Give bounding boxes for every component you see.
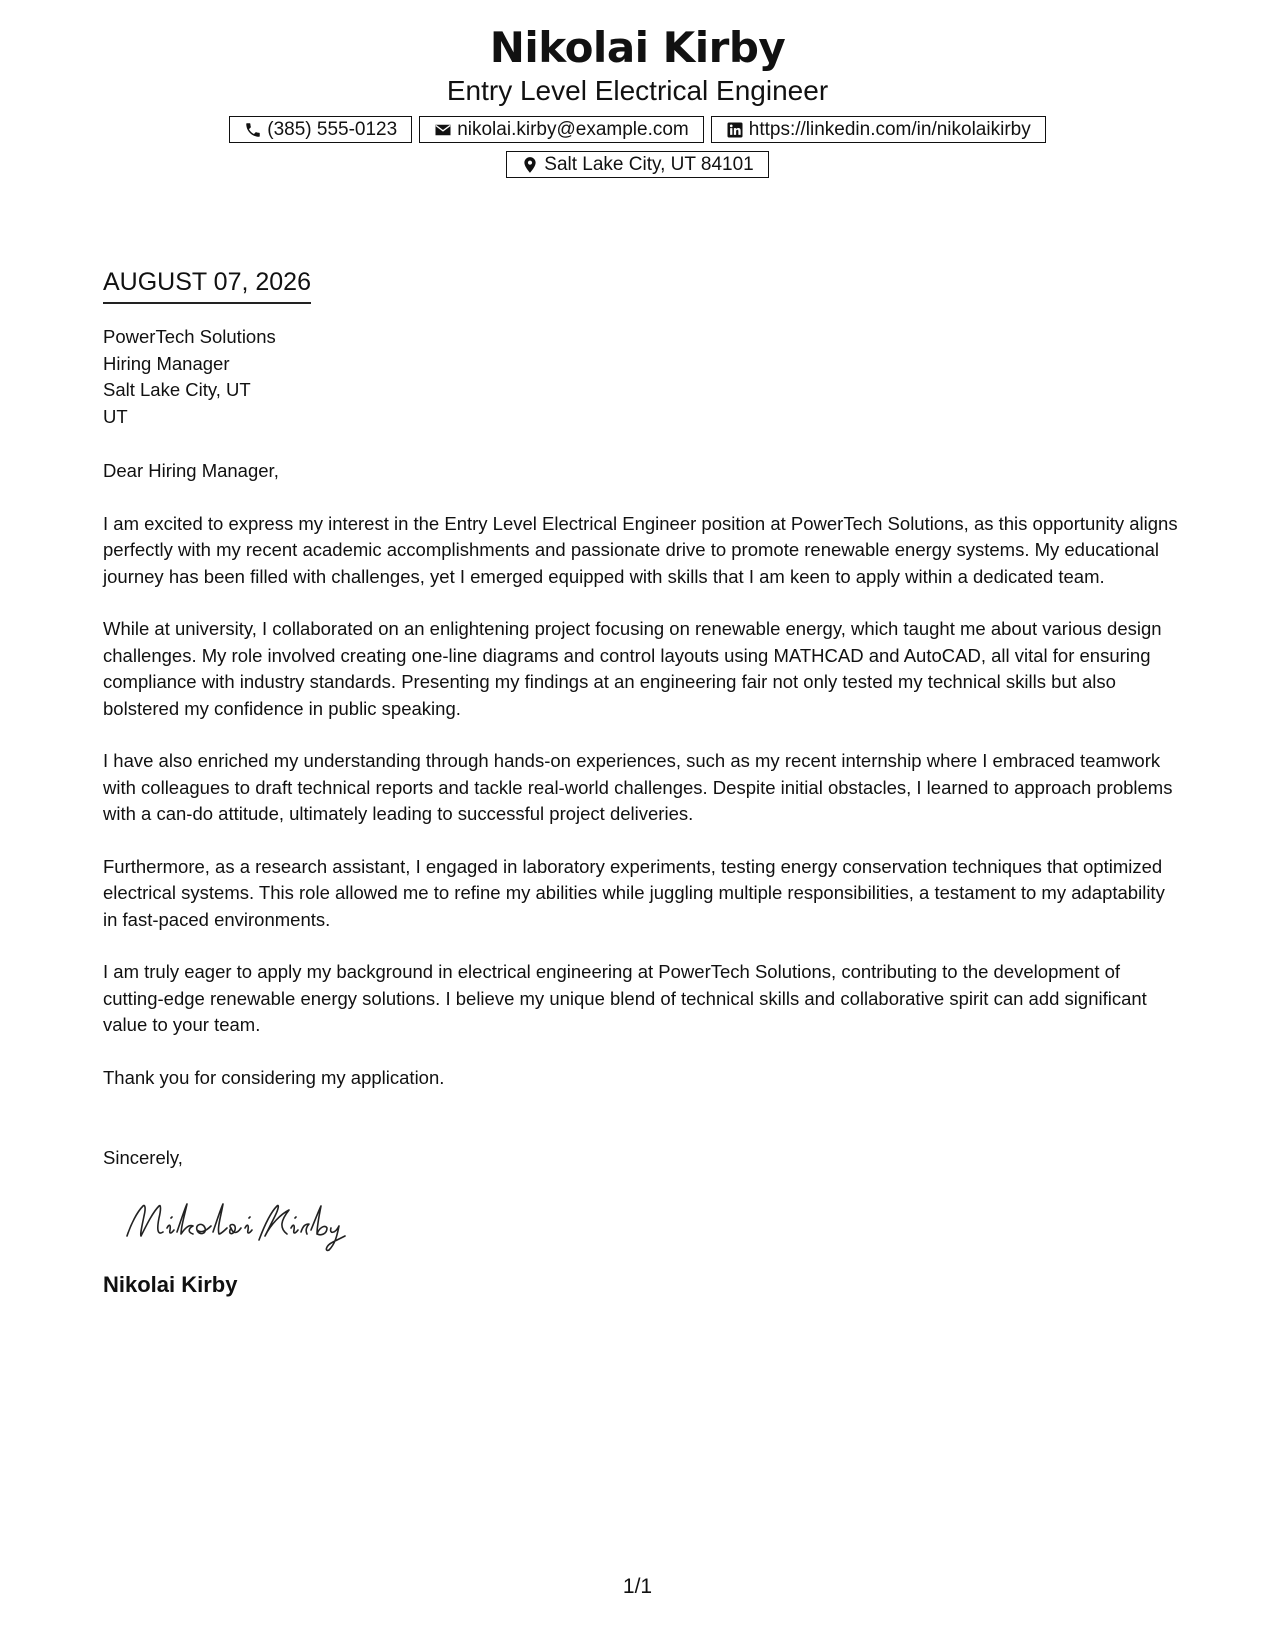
signer-name: Nikolai Kirby xyxy=(103,1271,238,1297)
contact-linkedin[interactable] xyxy=(711,116,1046,143)
email-text: nikolai.kirby@example.com xyxy=(457,118,689,140)
phone-text: (385) 555-0123 xyxy=(267,118,398,140)
contact-email[interactable] xyxy=(419,116,704,143)
salutation: Dear Hiring Manager, xyxy=(103,460,279,481)
applicant-name: Nikolai Kirby xyxy=(489,23,786,72)
recipient-block xyxy=(103,324,1178,430)
recipient-company: PowerTech Solutions xyxy=(103,326,276,347)
body-paragraph: Furthermore, as a research assistant, I engaged in laboratory experiments, testing energy conservation techniques that optimized electrical systems. This role allowed me to refine my abilities while juggling multiple responsibilities, a testament to my adaptability in fast-paced environments. xyxy=(103,855,1165,930)
recipient-role: Hiring Manager xyxy=(103,352,230,374)
phone-icon xyxy=(244,121,262,139)
recipient-state: UT xyxy=(103,405,128,427)
linkedin-icon xyxy=(726,121,744,139)
envelope-icon xyxy=(434,121,452,139)
letter-header xyxy=(0,22,1275,178)
body-paragraph: I am excited to express my interest in the Entry Level Electrical Engineer position at PowerTech Solutions, as this opportunity aligns perfectly with my recent academic accomplishments and passionate drive to promote renewable energy systems. My educational journey has been filled with challenges, yet I emerged equipped with skills that I am keen to apply within a dedicated team. xyxy=(103,512,1178,587)
contact-list xyxy=(188,116,1088,178)
letter-date: AUGUST 07, 2026 xyxy=(103,266,311,304)
letter-body xyxy=(103,266,1178,1299)
page-number: 1/1 xyxy=(622,1575,653,1598)
location-text: Salt Lake City, UT 84101 xyxy=(544,153,754,175)
recipient-city: Salt Lake City, UT xyxy=(103,379,251,400)
map-marker-icon xyxy=(521,156,539,174)
body-paragraph: Thank you for considering my application. xyxy=(103,1066,445,1088)
body-paragraph: While at university, I collaborated on an enlightening project focusing on renewable energy, which taught me about various design challenges. My role involved creating one-line diagrams and control layouts using MATHCAD and AutoCAD, all vital for ensuring compliance with industry standards. Presenting my findings at an engineering fair not only tested my technical skills but also bolstered my confidence in public speaking. xyxy=(103,618,1162,719)
contact-phone[interactable] xyxy=(229,116,412,143)
applicant-title: Entry Level Electrical Engineer xyxy=(446,75,829,106)
linkedin-text: https://linkedin.com/in/nikolaikirby xyxy=(748,118,1031,140)
body-paragraph: I have also enriched my understanding through hands-on experiences, such as my recent internship where I embraced teamwork with colleagues to draft technical reports and tackle real-world challenges. Despite initial obstacles, I learned to approach problems with a can-do attitude, ultimately leading to successful project deliveries. xyxy=(103,750,1173,824)
handwritten-signature xyxy=(121,1194,351,1254)
closing: Sincerely, xyxy=(103,1147,183,1168)
body-paragraph: I am truly eager to apply my background in electrical engineering at PowerTech Solutions, contributing to the development of cutting-edge renewable energy solutions. I believe my unique blend of technical skills and collaborative spirit can add significant value to your team. xyxy=(103,961,1147,1035)
contact-location xyxy=(506,151,768,178)
